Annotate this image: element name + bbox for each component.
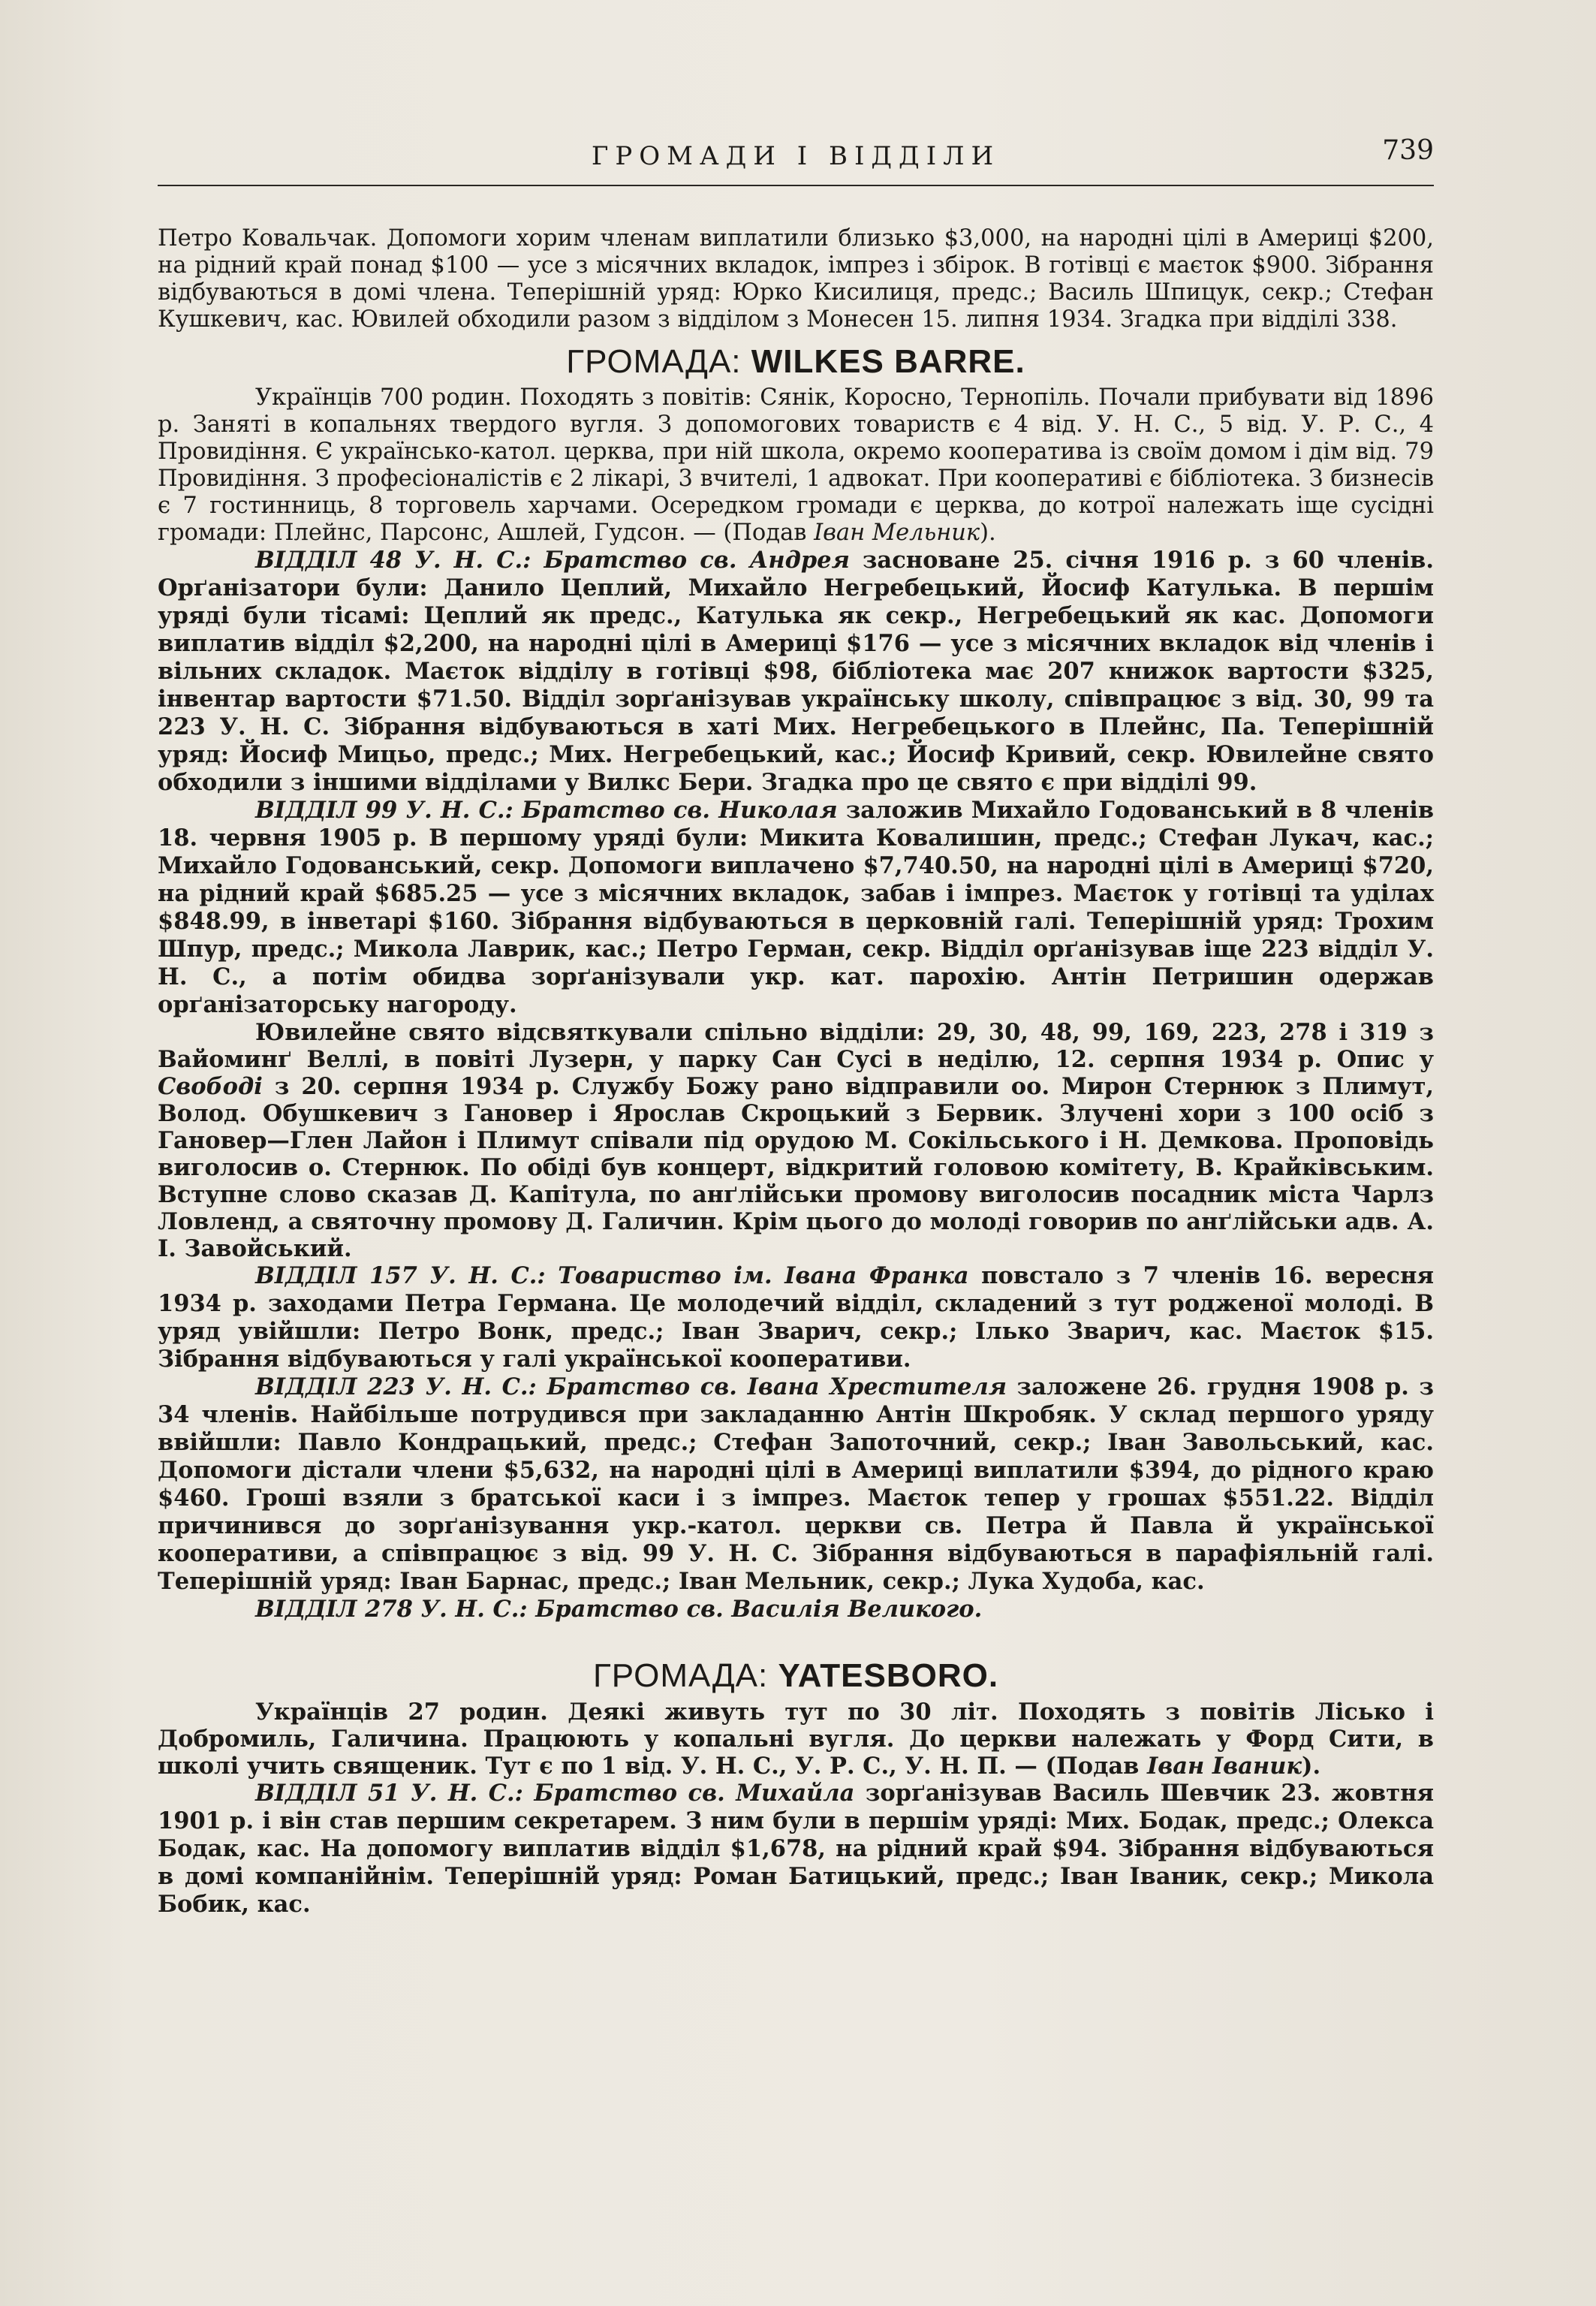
section-title-name: YATESBORO. <box>778 1657 999 1694</box>
branch-label: ВІДДІЛ 278 У. Н. С.: Братство св. Василія Великого. <box>255 1596 983 1623</box>
intro-author: Іван Іваник <box>1147 1753 1302 1780</box>
branch-label: ВІДДІЛ 51 У. Н. С.: Братство св. Михайла <box>255 1780 855 1807</box>
intro-close: ). <box>980 520 996 546</box>
branch-paragraph <box>158 797 1434 1019</box>
section-title-wilkes-barre <box>158 343 1434 380</box>
running-head: ГРОМАДИ І ВІДДІЛИ <box>591 141 1001 171</box>
jubilee-text-1: Ювилейне свято відсвяткували спільно відділи: 29, 30, 48, 99, 169, 223, 278 і 319 з Вайоминґ Веллі, в повіті Лузерн, у парку Сан Сусі в неділю, 12. серпня 1934 р. Опис у <box>158 1019 1434 1073</box>
section-intro-paragraph <box>158 1699 1434 1780</box>
intro-text: Українців 27 родин. Деякі живуть тут по 30 літ. Походять з повітів Лісько і Добромиль, Галичина. Працюють у копальні вугля. До церкви належать у Форд Сити, в школі учить священик. Тут є по 1 від. У. Н. С., У. Р. С., У. Н. П. — (Подав <box>158 1699 1434 1780</box>
branch-paragraph <box>158 1780 1434 1919</box>
branch-paragraph <box>158 1596 1434 1623</box>
section-title-name: WILKES BARRE. <box>751 343 1025 380</box>
branch-label: ВІДДІЛ 223 У. Н. С.: Братство св. Івана Хрестителя <box>255 1373 1007 1400</box>
jubilee-newspaper: Свободі <box>158 1073 263 1100</box>
branch-label: ВІДДІЛ 157 У. Н. С.: Товариство ім. Івана Франка <box>255 1262 969 1289</box>
branch-text: засноване 25. січня 1916 р. з 60 членів. Орґанізатори були: Данило Цеплий, Михайло Негребецький, Йосиф Катулька. В першім уряді були тісамі: Цеплий як предс., Катулька як секр., Негребецький як кас. Допомоги виплатив відділ $2,200, на народні цілі в Америці $176 — усе з місячних вкладок від членів і вільних складок. Маєток відділу в готівці $98, бібліотека має 207 книжок вартости $325, інвентар вартости $71.50. Відділ зорґанізував українську школу, співпрацює з від. 30, 99 та 223 У. Н. С. Зібрання відбуваються в хаті Мих. Негребецького в Плейнс, Па. Теперішній уряд: Йосиф Мицьо, предс.; Мих. Негребецький, кас.; Йосиф Кривий, секр. Ювилейне свято обходили з іншими відділами у Вилкс Бери. Згадка про це свято є при відділі 99. <box>158 547 1434 796</box>
branch-paragraph <box>158 1373 1434 1596</box>
intro-text: Українців 700 родин. Походять з повітів: Сянік, Коросно, Тернопіль. Почали прибувати від 1896 р. Заняті в копальнях твердого вугля. З допомогових товариств є 4 від. У. Н. С., 5 від. У. Р. С., 4 Провидіння. Є українсько-катол. церква, при ній школа, окремо кооператива із своїм домом і дім від. 79 Провидіння. З професіоналістів є 2 лікарі, 3 вчителі, 1 адвокат. При кооперативі є бібліотека. З бизнесів є 7 гостинниць, 8 торговель харчами. Осередком громади є церква, до котрої належать іще сусідні громади: Плейнс, Парсонс, Ашлей, Гудсон. — (Подав <box>158 384 1434 546</box>
branch-text: повстало з 7 членів 16. вересня 1934 р. заходами Петра Германа. Це молодечий відділ, складений з тут родженої молоді. В уряд увійшли: Петро Вонк, предс.; Іван Зварич, секр.; Ілько Зварич, кас. Маєток $15. Зібрання відбуваються у галі української кооперативи. <box>158 1262 1434 1373</box>
branch-label: ВІДДІЛ 48 У. Н. С.: Братство св. Андрея <box>255 547 850 574</box>
section-title-prefix: ГРОМАДА: <box>566 343 742 380</box>
section-title-yatesboro <box>158 1657 1434 1694</box>
branch-text: заложене 26. грудня 1908 р. з 34 членів. Найбільше потрудився при закладанню Антін Шкробяк. У склад першого уряду ввійшли: Павло Кондрацький, предс.; Стефан Запоточний, секр.; Іван Завольський, кас. Допомоги дістали члени $5,632, на народні цілі в Америці виплатили $394, до рідного краю $460. Гроші взяли з братської каси і з імпрез. Маєток тепер у грошах $551.22. Відділ причинився до зорґанізування укр.-катол. церкви св. Петра й Павла й української кооперативи, а співпрацює з від. 99 У. Н. С. Зібрання відбуваються в парафіяльній галі. Теперішній уряд: Іван Барнас, предс.; Іван Мельник, секр.; Лука Худоба, кас. <box>158 1373 1434 1595</box>
branch-paragraph <box>158 1262 1434 1373</box>
section-title-prefix: ГРОМАДА: <box>592 1657 769 1694</box>
jubilee-paragraph <box>158 1019 1434 1262</box>
page-number: 739 <box>1382 135 1434 166</box>
section-intro-paragraph <box>158 384 1434 547</box>
branch-label: ВІДДІЛ 99 У. Н. С.: Братство св. Николая <box>255 797 838 824</box>
branch-text: заложив Михайло Годованський в 8 членів 18. червня 1905 р. В першому уряді були: Микита Ковалишин, предс.; Стефан Лукач, кас.; Михайло Годованський, секр. Допомоги виплачено $7,740.50, на народні цілі в Америці $720, на рідний край $685.25 — усе з місячних вкладок, забав і імпрез. Маєток у готівці та уділах $848.99, в інветарі $160. Зібрання відбуваються в церковній галі. Теперішній уряд: Трохим Шпур, предс.; Микола Лаврик, кас.; Петро Герман, секр. Відділ орґанізував іще 223 відділ У. Н. С., а потім обидва зорґанізували укр. кат. парохію. Антін Петришин одержав орґанізаторську нагороду. <box>158 797 1435 1018</box>
header-rule <box>158 185 1434 186</box>
branch-text: зорґанізував Василь Шевчик 23. жовтня 1901 р. і він став першим секретарем. З ним були в першім уряді: Мих. Бодак, предс.; Олекса Бодак, кас. На допомогу виплатив відділ $1,678, на рідний край $94. Зібрання відбуваються в домі компанійнім. Теперішній уряд: Роман Батицький, предс.; Іван Іваник, секр.; Микола Бобик, кас. <box>158 1780 1434 1918</box>
page-body <box>158 225 1434 1919</box>
page-header <box>158 135 1434 188</box>
intro-close: ). <box>1302 1753 1321 1780</box>
jubilee-text-2: з 20. серпня 1934 р. Службу Божу рано відправили оо. Мирон Стернюк з Плимут, Волод. Обушкевич з Гановер і Ярослав Скроцький з Бервик. Злучені хори з 100 осіб з Гановер—Глен Лайон і Плимут співали під орудою М. Сокільського і Н. Демкова. Проповідь виголосив о. Стернюк. По обіді був концерт, відкритий головою комітету, В. Крайківським. Вступне слово сказав Д. Капітула, по анґлійськи промову виголосив посадник міста Чарлз Ловленд, а святочну промову Д. Галичин. Крім цього до молоді говорив по анґлійськи адв. А. І. Завойський. <box>158 1073 1434 1262</box>
intro-author: Іван Мельник <box>814 520 980 546</box>
continuation-paragraph: Петро Ковальчак. Допомоги хорим членам виплатили близько $3,000, на народні цілі в Америці $200, на рідний край понад $100 — усе з місячних вкладок, імпрез і збірок. В готівці є маєток $900. Зібрання відбуваються в домі члена. Теперішній уряд: Юрко Кисилиця, предс.; Василь Шпицук, секр.; Стефан Кушкевич, кас. Ювилей обходили разом з відділом з Монесен 15. липня 1934. Згадка при відділі 338. <box>158 225 1434 333</box>
branch-paragraph <box>158 547 1434 797</box>
